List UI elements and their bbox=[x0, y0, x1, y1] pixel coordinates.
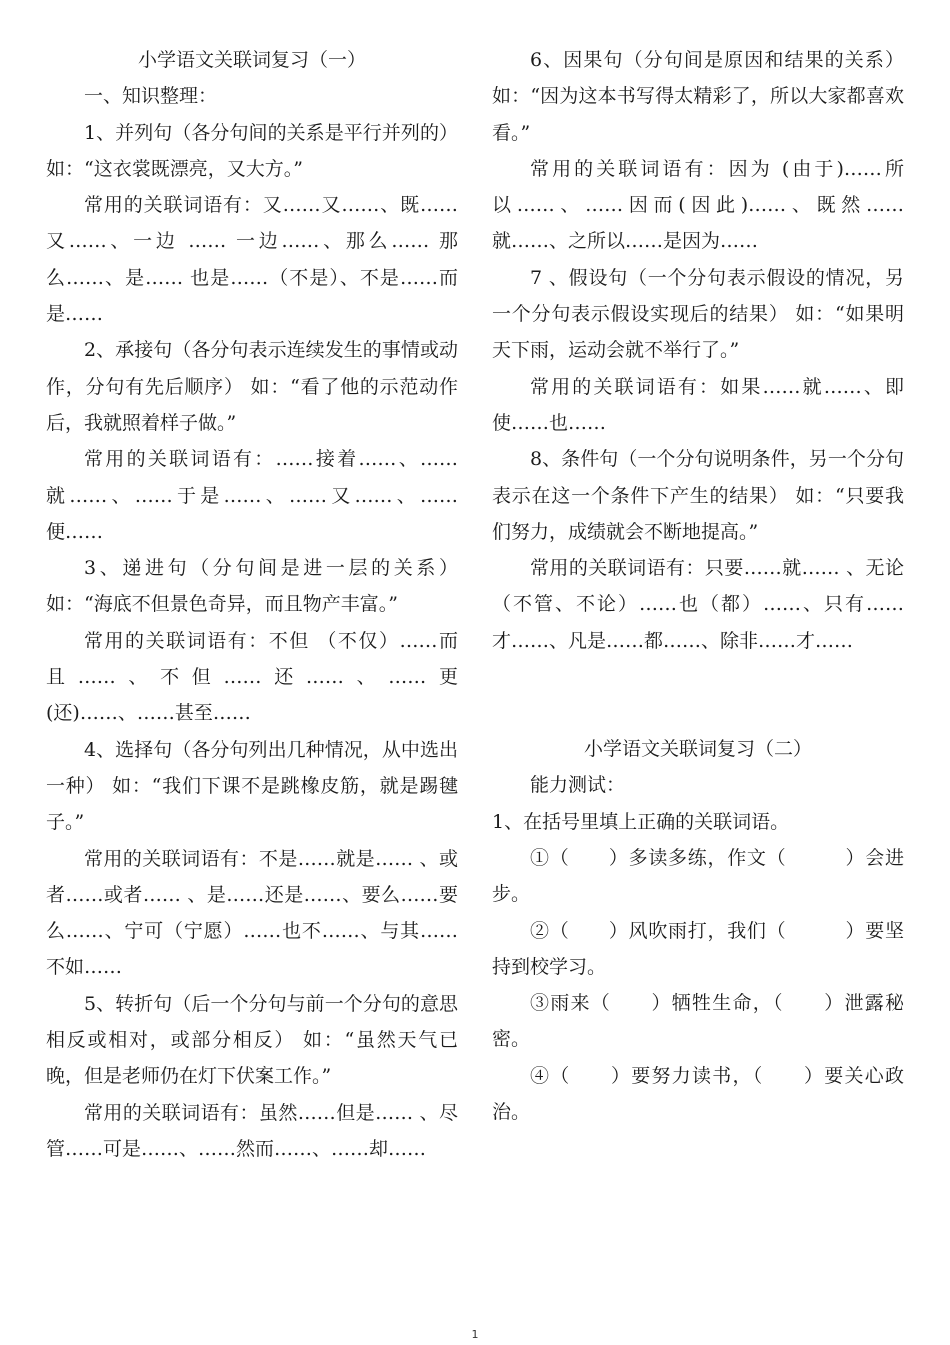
hypothetical-sentence-definition: 7 、假设句（一个分句表示假设的情况，另一个分句表示假设实现后的结果） 如：“如果明天下雨，运动会就不举行了。” bbox=[492, 266, 904, 362]
second-title: 小学语文关联词复习（二） bbox=[583, 738, 812, 761]
causal-sentence-words: 常用的关联词语有：因为 (由于)……所以……、……因而(因此)……、既然……就……、之所以……是因为…… bbox=[492, 157, 904, 253]
causal-sentence-definition: 6、因果句（分句间是原因和结果的关系） 如：“因为这本书写得太精彩了，所以大家都喜欢看。” bbox=[492, 49, 904, 144]
left-column bbox=[46, 42, 458, 1167]
page-title: 小学语文关联词复习（一） bbox=[137, 49, 366, 71]
right-column bbox=[492, 42, 904, 1130]
question-item: ①（ ）多读多练，作文（ ）会进步。 bbox=[492, 846, 904, 906]
test-heading: 能力测试： bbox=[530, 774, 626, 797]
section-heading: 一、知识整理： bbox=[84, 85, 218, 108]
sequential-sentence-words: 常用的关联词语有：……接着……、……就……、……于是……、……又……、……便…… bbox=[46, 448, 458, 543]
question-item: ②（ ）风吹雨打，我们（ ）要坚持到校学习。 bbox=[492, 919, 904, 978]
conditional-sentence-definition: 8、条件句（一个分句说明条件，另一个分句表示在这一个条件下产生的结果） 如：“只要我们努力，成绩就会不断地提高。” bbox=[492, 448, 904, 543]
page-number: 1 bbox=[471, 1328, 479, 1341]
adversative-sentence-definition: 5、转折句（后一个分句与前一个分句的意思相反或相对，或部分相反） 如：“虽然天气已晚，但是老师仍在灯下伏案工作。” bbox=[46, 992, 458, 1088]
sequential-sentence-definition: 2、承接句（各分句表示连续发生的事情或动作，分句有先后顺序） 如：“看了他的示范动作后，我就照着样子做。” bbox=[46, 339, 458, 434]
question-item: ③雨来（ ）牺牲生命，（ ）泄露秘密。 bbox=[492, 992, 904, 1051]
progressive-sentence-definition: 3、递进句（分句间是进一层的关系） 如：“海底不但景色奇异，而且物产丰富。” bbox=[46, 557, 458, 616]
parallel-sentence-words: 常用的关联词语有：又……又……、既…… 又……、一边 …… 一边……、那么…… 那么……、是…… 也是……（不是）、不是……而是…… bbox=[46, 194, 458, 326]
conditional-sentence-words: 常用的关联词语有：只要……就…… 、无论（不管、不论）……也（都）……、只有……才……、凡是……都……、除非……才…… bbox=[492, 557, 904, 652]
progressive-sentence-words: 常用的关联词语有：不但 （不仅）……而且……、不但……还……、……更(还)……、……甚至…… bbox=[46, 629, 458, 725]
section-gap bbox=[492, 659, 904, 731]
choice-sentence-definition: 4、选择句（各分句列出几种情况，从中选出一种） 如：“我们下课不是跳橡皮筋，就是踢毽子。” bbox=[46, 738, 458, 834]
question-item: ④（ ）要努力读书，（ ）要关心政治。 bbox=[492, 1064, 904, 1124]
parallel-sentence-definition: 1、并列句（各分句间的关系是平行并列的） 如：“这衣裳既漂亮，又大方。” bbox=[46, 121, 458, 180]
choice-sentence-words: 常用的关联词语有：不是……就是…… 、或者……或者…… 、是……还是……、要么……要么……、宁可（宁愿）……也不……、与其……不如…… bbox=[46, 847, 458, 979]
adversative-sentence-words: 常用的关联词语有：虽然……但是…… 、尽管……可是……、……然而……、……却…… bbox=[46, 1101, 458, 1160]
question-1: 1、在括号里填上正确的关联词语。 bbox=[492, 810, 790, 833]
hypothetical-sentence-words: 常用的关联词语有：如果……就……、即使……也…… bbox=[492, 375, 904, 434]
